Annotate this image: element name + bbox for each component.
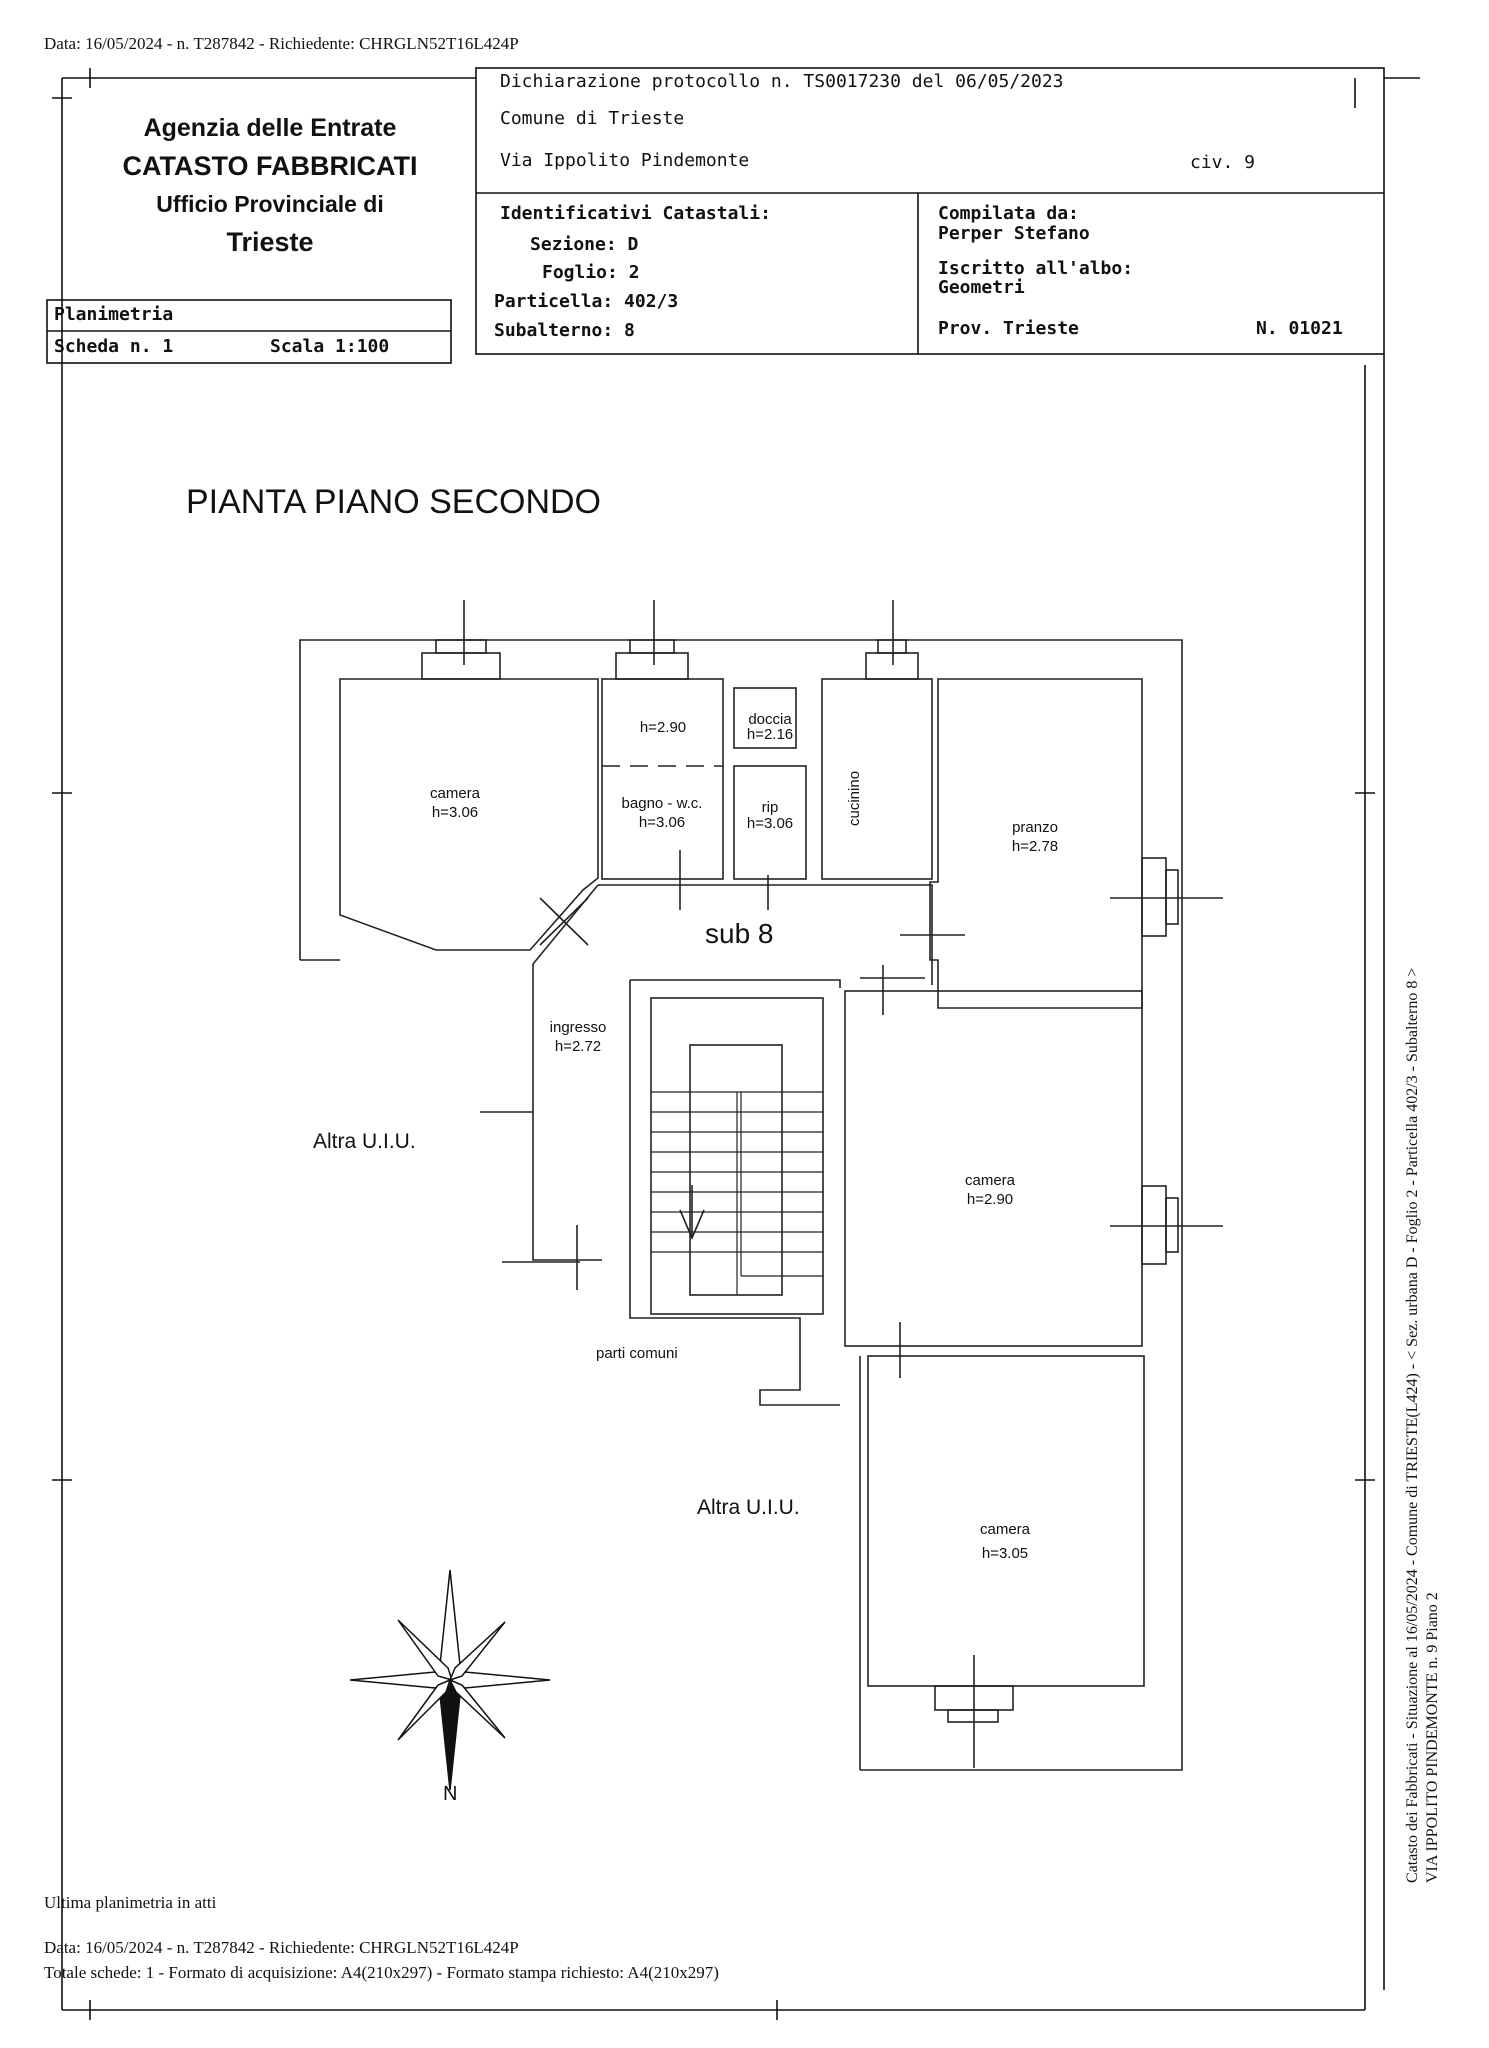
room-height: h=3.06 [431,804,479,821]
room-height: h=2.90 [639,719,687,736]
room-antibagno [615,719,711,736]
north-label: N [443,1783,458,1805]
room-name: camera [964,1172,1016,1189]
room-name: doccia [748,711,792,728]
catasto-label: CATASTO FABBRICATI [122,151,418,181]
top-meta: Data: 16/05/2024 - n. T287842 - Richiedente: CHRGLN52T16L424P [44,34,519,53]
ufficio-city: Trieste [226,227,314,257]
particella: Particella: 402/3 [494,291,679,312]
room-camera-3 [950,1518,1060,1566]
sezione: Sezione: D [530,234,639,255]
albo-number: N. 01021 [1256,318,1343,339]
compilata-label: Compilata da: [938,203,1079,224]
room-height: h=2.78 [1011,838,1059,855]
footer-meta: Data: 16/05/2024 - n. T287842 - Richiedente: CHRGLN52T16L424P [44,1938,519,1957]
room-height: h=3.06 [638,814,686,831]
room-ingresso [530,1018,626,1056]
room-name: camera [979,1521,1031,1538]
scheda-label: Scheda n. 1 [54,336,174,357]
side-caption: Catasto dei Fabbricati - Situazione al 16/05/2024 - Comune di TRIESTE(L424) - < Sez. urbana D - Foglio 2 - Particella 402/3 - Subalterno 8 > [1404,967,1421,1883]
ufficio-label: Ufficio Provinciale di [156,191,384,217]
albo-label: Iscritto all'albo: [938,258,1134,279]
protocol-line: Dichiarazione protocollo n. TS0017230 del 06/05/2023 [500,71,1064,92]
comune-line: Comune di Trieste [500,108,685,129]
plan-title: PIANTA PIANO SECONDO [186,483,602,521]
room-height: h=2.16 [746,726,794,743]
footer-schede: Totale schede: 1 - Formato di acquisizione: A4(210x297) - Formato stampa richiesto: A4(210x297) [44,1963,719,1982]
room-bagno [606,794,718,832]
foglio: Foglio: 2 [542,262,640,283]
north-arrow-icon [350,1570,550,1790]
room-name: camera [429,785,481,802]
via-line: Via Ippolito Pindemonte [500,150,750,171]
side-caption-2: VIA IPPOLITO PINDEMONTE n. 9 Piano 2 [1424,1592,1441,1883]
room-doccia [740,712,800,742]
planimetria-label: Planimetria [54,304,174,325]
altra-uiu-label-2: Altra U.I.U. [697,1496,800,1519]
room-camera-1 [400,784,510,822]
room-rip [736,800,804,832]
room-cucinino: cucinino [846,770,863,826]
parti-comuni-label: parti comuni [596,1345,678,1362]
compilata-name: Perper Stefano [938,223,1090,244]
room-height: h=3.05 [981,1545,1029,1562]
room-camera-2 [935,1171,1045,1209]
room-height: h=3.06 [746,815,794,832]
room-name: pranzo [1012,819,1058,836]
room-name: ingresso [549,1019,607,1036]
room-pranzo [980,818,1090,856]
room-height: h=2.90 [966,1191,1014,1208]
room-height: h=2.72 [554,1038,602,1055]
unit-label: sub 8 [705,918,774,949]
room-name: rip [761,799,779,816]
scala-label: Scala 1:100 [270,336,390,357]
altra-uiu-label: Altra U.I.U. [313,1130,416,1153]
agency-name: Agenzia delle Entrate [143,114,397,142]
albo-value: Geometri [938,277,1025,298]
room-name: bagno - w.c. [621,795,703,812]
ident-title: Identificativi Catastali: [500,203,771,224]
civico: civ. 9 [1190,152,1256,173]
subalterno: Subalterno: 8 [494,320,635,341]
provincia: Prov. Trieste [938,318,1079,339]
ultima-planimetria: Ultima planimetria in atti [44,1893,217,1912]
